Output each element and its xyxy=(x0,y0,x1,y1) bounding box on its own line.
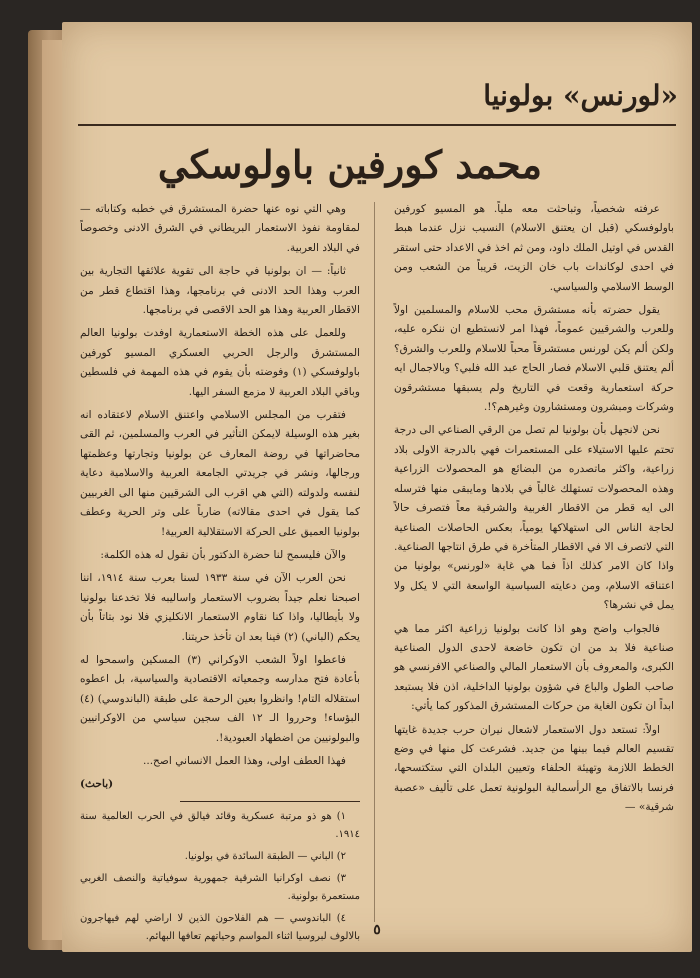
paragraph: وهي التي نوه عنها حضرة المستشرق في خطبه وكتاباته — لمقاومة نفوذ الاستعمار البريطاني في الشرق الادنى وخصوصاً في البلاد العربية. xyxy=(80,203,360,254)
footnote: ٤) الباندوسي — هم الفلاحون الذين لا اراضي لهم فيهاجرون بالالوف لبروسيا اثناء المواسم وحياتهم تعافها البهائم. xyxy=(80,912,360,942)
paragraph: فتقرب من المجلس الاسلامي واعتنق الاسلام لاعتقاده انه بغير هذه الوسيلة لايمكن التأثير في العرب والمسلمين، ثم القى محاضراتها في روضة المعارف عن بولونيا وتجارتها وعظمتها ورجالها، ونشر في جريدتي الجامعة العربية والاسلامية دعاية لنفسه ولدولته (التي هي اقرب الى الشرقيين منها الى الغربيين كما يقول في احدى مقالاته) ضارباً على وتر الحرية وعطف بولونيا العميق على الحركة الاستقلالية العربية! xyxy=(80,409,360,538)
author-signature: (باحث) xyxy=(80,778,114,791)
footnote: ٣) نصف اوكرانيا الشرقية جمهورية سوفياتية والنصف الغربي مستعمرة بولونية. xyxy=(80,872,360,902)
paragraph: يقول حضرته بأنه مستشرق محب للاسلام والمسلمين اولاً وللعرب والشرقيين عموماً، فهذا امر لانستطيع ان ننكره عليه، ولكن ألم يكن لورنس مستشرقاً محباً للاسلام وللعرب والشرق؟ ألم يعتنق قلبي الاسلام فصار الحاج عبد الله فلبي؟ وبالاجمال ايه حركة استعمارية وقعت في التاريخ ولم يسبقها مستشرقون وشركات ومبشرون ومستشارون وغيرهم؟!. xyxy=(394,304,674,414)
right-column xyxy=(394,200,674,920)
footnote: ٢) الباني — الطبقة السائدة في بولونيا. xyxy=(184,850,346,862)
paragraph: ثانياً: — ان بولونيا في حاجة الى تقوية علائقها التجارية بين العرب وهذا الحد الادنى في برنامجها، وهذا اقتطاع قطر من الاقطار العربية وهذا هو الحد الاقصى في برنامجها. xyxy=(80,265,360,317)
footnote-rule xyxy=(180,801,360,802)
article-title: محمد كورفين باولوسكي xyxy=(157,142,542,187)
paragraph: فاعطوا اولاً الشعب الاوكراني (٣) المسكين واسمحوا له بأعادة فتح مدارسه وجمعياته الاقتصادية والسياسية، بل اعطوه استقلاله التام! وانظروا بعين الرحمة على طبقة (الباندوسي) (٤) البؤساء! وحرروا الـ ١٢ الف سجين سياسي من الاوكرانيين والبولونيين من اضطهاد العبودية!. xyxy=(80,653,360,744)
column-divider xyxy=(374,202,375,922)
header-rule xyxy=(78,124,676,126)
page-header xyxy=(442,68,682,124)
magazine-page xyxy=(62,22,692,952)
paragraph: فالجواب واضح وهو اذا كانت بولونيا زراعية اكثر مما هي صناعية فلا بد من ان تكون خاضعة لاحدى الدول الصناعية الكبرى، والمعروف بأن الاستعمار المالي والصناعي الافرنسي هو صاحب الطول والباع في شؤون بولونيا الداخلية، اذن فلا يستبعد ابداً ان تكون الغاية من حركات المستشرق المذكور كما يأتي: xyxy=(394,622,674,713)
paragraph: عرفته شخصياً، وتباحثت معه ملياً. هو المسيو كورفين باولوفسكي (قبل ان يعتنق الاسلام) النسيب نزل عندما هبط القدس في اوتيل الملك داود، ومن ثم اخذ في الاعداد حتى استقر في احدى لوكاندات باب خان الزيت، قريباً من الشعب ومن الوسط الاسلامي والسياسي. xyxy=(394,203,674,293)
paragraph: والآن فليسمح لنا حضرة الدكتور بأن نقول له هذه الكلمة: xyxy=(100,548,346,561)
page-number: ٥ xyxy=(373,922,381,938)
section-title: «لورنس» بولونيا xyxy=(483,79,678,112)
paragraph: نحن لانجهل بأن بولونيا لم تصل من الرقي الصناعي الى درجة تحتم عليها الاستيلاء على المستعمرات فهي بالدرجة الاولى بلاد زراعية، واكثر ماتصدره من البضائع هو المحصولات الزراعية وهذه المحصولات تستهلك غالباً في بلادها ومايبقى منها فترسله الى ايه قطر من الاقطار الغربية والشرقية معاً فتصرف حالاً لحاجة الناس الى استهلاكها يومياً، بعكس الحاصلات الصناعية التي لاتصرف الا في الاقطار المتأخرة في طرق انتاجها الصناعية. واذا كان الامر كذلك اذاً فما هي غاية «لورنس» بولونيا من اعتناقه الاسلام، ومن دعايته السياسية الواسعة التي لا يكل ولا يمل في نشرها؟ xyxy=(394,424,674,612)
left-column xyxy=(80,200,360,942)
paragraph: نحن العرب الآن في سنة ١٩٣٣ لسنا بعرب سنة ١٩١٤، اننا اصبحنا نعلم جيداً بضروب الاستعمار واساليبه فلا تخدعنا بولونيا ولا بأيطاليا، واذا كنا نقاوم الاستعمار الانكليزي فلا نود بتاتاً بأن يحكم (الباني) (٢) فينا بعد ان تأخذ حريتنا. xyxy=(80,572,360,643)
paragraph: اولاً: تستعد دول الاستعمار لاشعال نيران حرب جديدة غايتها تقسيم العالم فيما بينها من جديد. فشرعت كل منها في وضع الخطط اللازمة وتهيئة الحلفاء وتعيين البلدان التي ستكتسحها، فرنسا بالاتفاق مع الرأسمالية البولونية تعمل على تأليف «عصبة شرقية» — xyxy=(394,723,674,814)
paragraph: وللعمل على هذه الخطة الاستعمارية اوفدت بولونيا العالم المستشرق والرجل الحربي العسكري المسيو كورفين باولوفسكي (١) وفوضته بأن يقوم في هذه المهمة في فلسطين وباقي البلاد العربية لا مزمع السفر اليها. xyxy=(80,327,360,398)
footnote: ١) هو ذو مرتبة عسكرية وقائد فيالق في الحرب العالمية سنة ١٩١٤. xyxy=(80,810,360,840)
paragraph: فهذا العطف اولى، وهذا العمل الانساني اصح... xyxy=(142,754,346,767)
